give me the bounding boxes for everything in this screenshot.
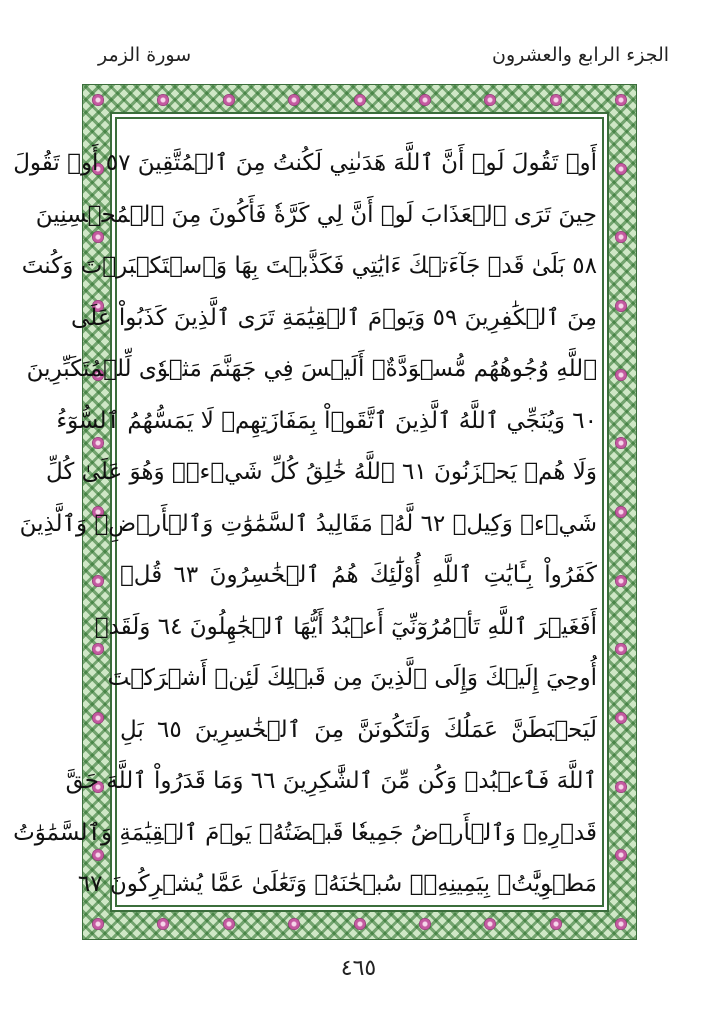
text-line: قَدۡرِهِۦ وَٱلۡأَرۡضُ جَمِيعٗا قَبۡضَتُهُۥ يَوۡمَ ٱلۡقِيَٰمَةِ وَٱلسَّمَٰوَٰتُ: [13, 819, 597, 846]
flower-ornament-icon: [419, 918, 431, 930]
flower-ornament-icon: [615, 506, 627, 518]
flower-ornament-icon: [354, 94, 366, 106]
text-line: ٦٠ وَيُنَجِّي ٱللَّهُ ٱلَّذِينَ ٱتَّقَوۡاْ بِمَفَازَتِهِمۡ لَا يَمَسُّهُمُ ٱلسُّوٓءُ: [56, 407, 597, 434]
flower-ornament-icon: [92, 94, 104, 106]
flower-ornament-icon: [92, 575, 104, 587]
flower-ornament-icon: [550, 94, 562, 106]
flower-ornament-icon: [615, 163, 627, 175]
page-number: ٤٦٥: [340, 956, 377, 981]
flower-ornament-icon: [92, 918, 104, 930]
text-line: وَلَا هُمۡ يَحۡزَنُونَ ٦١ ٱللَّهُ خَٰلِقُ كُلِّ شَيۡءٖۖ وَهُوَ عَلَىٰ كُلِّ: [45, 459, 597, 485]
text-line: شَيۡءٖ وَكِيلٞ ٦٢ لَّهُۥ مَقَالِيدُ ٱلسَّمَٰوَٰتِ وَٱلۡأَرۡضِۗ وَٱلَّذِينَ: [19, 510, 597, 537]
surah-header: سورة الزمر: [98, 44, 192, 66]
flower-ornament-icon: [615, 918, 627, 930]
juz-header: الجزء الرابع والعشرون: [492, 44, 670, 66]
flower-ornament-icon: [92, 712, 104, 724]
text-line: كَفَرُواْ بِـَٔايَٰتِ ٱللَّهِ أُوْلَٰٓئِكَ هُمُ ٱلۡخَٰسِرُونَ ٦٣ قُلۡ: [120, 562, 598, 588]
quran-text: [13, 138, 598, 911]
flower-ornament-icon: [615, 712, 627, 724]
text-line: ٥٨ بَلَىٰ قَدۡ جَآءَتۡكَ ءَايَٰتِي فَكَذَّبۡتَ بِهَا وَٱسۡتَكۡبَرۡتَ وَكُنتَ: [21, 253, 597, 279]
text-line: ٱللَّهِ وُجُوهُهُم مُّسۡوَدَّةٌۚ أَلَيۡسَ فِي جَهَنَّمَ مَثۡوٗى لِّلۡمُتَكَبِّرِينَ: [26, 356, 597, 382]
flower-ornament-icon: [615, 369, 627, 381]
flower-ornament-icon: [550, 918, 562, 930]
text-line: حِينَ تَرَى ٱلۡعَذَابَ لَوۡ أَنَّ لِي كَرَّةٗ فَأَكُونَ مِنَ ٱلۡمُحۡسِنِينَ: [35, 201, 597, 228]
text-line: ٱللَّهَ فَٱعۡبُدۡ وَكُن مِّنَ ٱلشَّٰكِرِينَ ٦٦ وَمَا قَدَرُواْ ٱللَّهَ حَقَّ: [65, 768, 597, 794]
flower-ornament-icon: [223, 94, 235, 106]
flower-ornament-icon: [615, 300, 627, 312]
text-line: لَيَحۡبَطَنَّ عَمَلُكَ وَلَتَكُونَنَّ مِنَ ٱلۡخَٰسِرِينَ ٦٥ بَلِ: [120, 716, 597, 743]
flower-ornament-icon: [419, 94, 431, 106]
flower-ornament-icon: [615, 575, 627, 587]
flower-ornament-icon: [223, 918, 235, 930]
text-line: أُوحِيَ إِلَيۡكَ وَإِلَى ٱلَّذِينَ مِن قَبۡلِكَ لَئِنۡ أَشۡرَكۡتَ: [107, 665, 597, 691]
text-line: أَفَغَيۡرَ ٱللَّهِ تَأۡمُرُوٓنِّيٓ أَعۡبُدُ أَيُّهَا ٱلۡجَٰهِلُونَ ٦٤ وَلَقَدۡ: [94, 613, 597, 640]
flower-ornament-icon: [615, 781, 627, 793]
text-line: مَطۡوِيَّٰتُۢ بِيَمِينِهِۦۚ سُبۡحَٰنَهُۥ وَتَعَٰلَىٰ عَمَّا يُشۡرِكُونَ ٦٧: [77, 871, 597, 897]
text-line: مِنَ ٱلۡكَٰفِرِينَ ٥٩ وَيَوۡمَ ٱلۡقِيَٰمَةِ تَرَى ٱلَّذِينَ كَذَبُواْ عَلَى: [71, 304, 597, 331]
text-line: أَوۡ تَقُولَ لَوۡ أَنَّ ٱللَّهَ هَدَىٰنِي لَكُنتُ مِنَ ٱلۡمُتَّقِينَ ٥٧ أَوۡ تَقُولَ: [13, 150, 597, 176]
flower-ornament-icon: [354, 918, 366, 930]
flower-ornament-icon: [615, 94, 627, 106]
